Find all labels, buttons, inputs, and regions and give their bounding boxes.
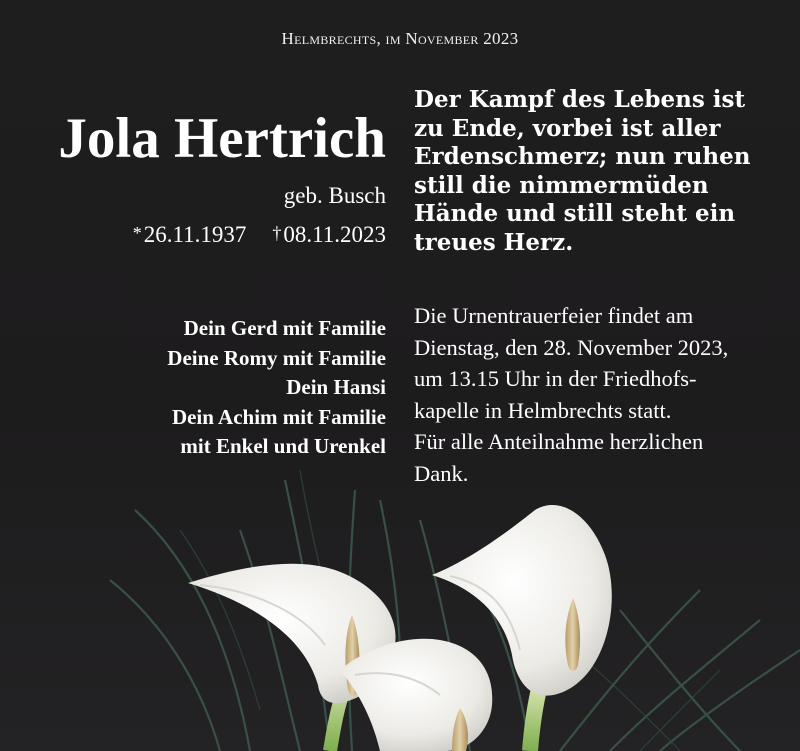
mourner-line: Dein Gerd mit Familie (183, 316, 386, 340)
place-date-header: Helmbrechts, im November 2023 (281, 29, 519, 48)
info-line: Dienstag, den 28. November 2023, (414, 334, 729, 360)
info-line: kapelle in Helmbrechts statt. (414, 397, 672, 423)
verse-line: Erdenschmerz; nun ruhen (414, 143, 751, 170)
info-line: Dank. (414, 460, 469, 486)
deceased-name: Jola Hertrich (58, 107, 386, 170)
calla-lilies-image (0, 470, 800, 751)
info-line: um 13.15 Uhr in der Friedhofs- (414, 366, 697, 391)
birth-star-icon: * (132, 223, 142, 243)
birth-name: geb. Busch (283, 183, 386, 208)
verse-line: still die nimmermüden (414, 171, 709, 199)
verse-line: Der Kampf des Lebens ist (414, 86, 746, 113)
mourners-list (167, 314, 386, 462)
death-date: 08.11.2023 (283, 222, 386, 247)
mourner-line: Dein Achim mit Familie (171, 404, 386, 429)
lily-center (340, 639, 492, 751)
life-dates (133, 222, 386, 248)
info-line: Für alle Anteilnahme herzlichen (414, 429, 704, 454)
mourner-line: mit Enkel und Urenkel (180, 434, 386, 458)
death-cross-icon: † (272, 223, 282, 243)
mourner-line: Deine Romy mit Familie (167, 345, 386, 370)
verse-line: zu Ende, vorbei ist aller (414, 114, 721, 142)
verse-line: treues Herz. (414, 228, 574, 256)
birth-date: 26.11.1937 (143, 222, 247, 247)
verse-line: Hände und still steht ein (414, 200, 736, 227)
memorial-verse (414, 86, 794, 257)
mourner-line: Dein Hansi (286, 375, 386, 399)
info-line: Die Urnentrauerfeier findet am (414, 303, 694, 328)
ceremony-info (414, 300, 794, 489)
